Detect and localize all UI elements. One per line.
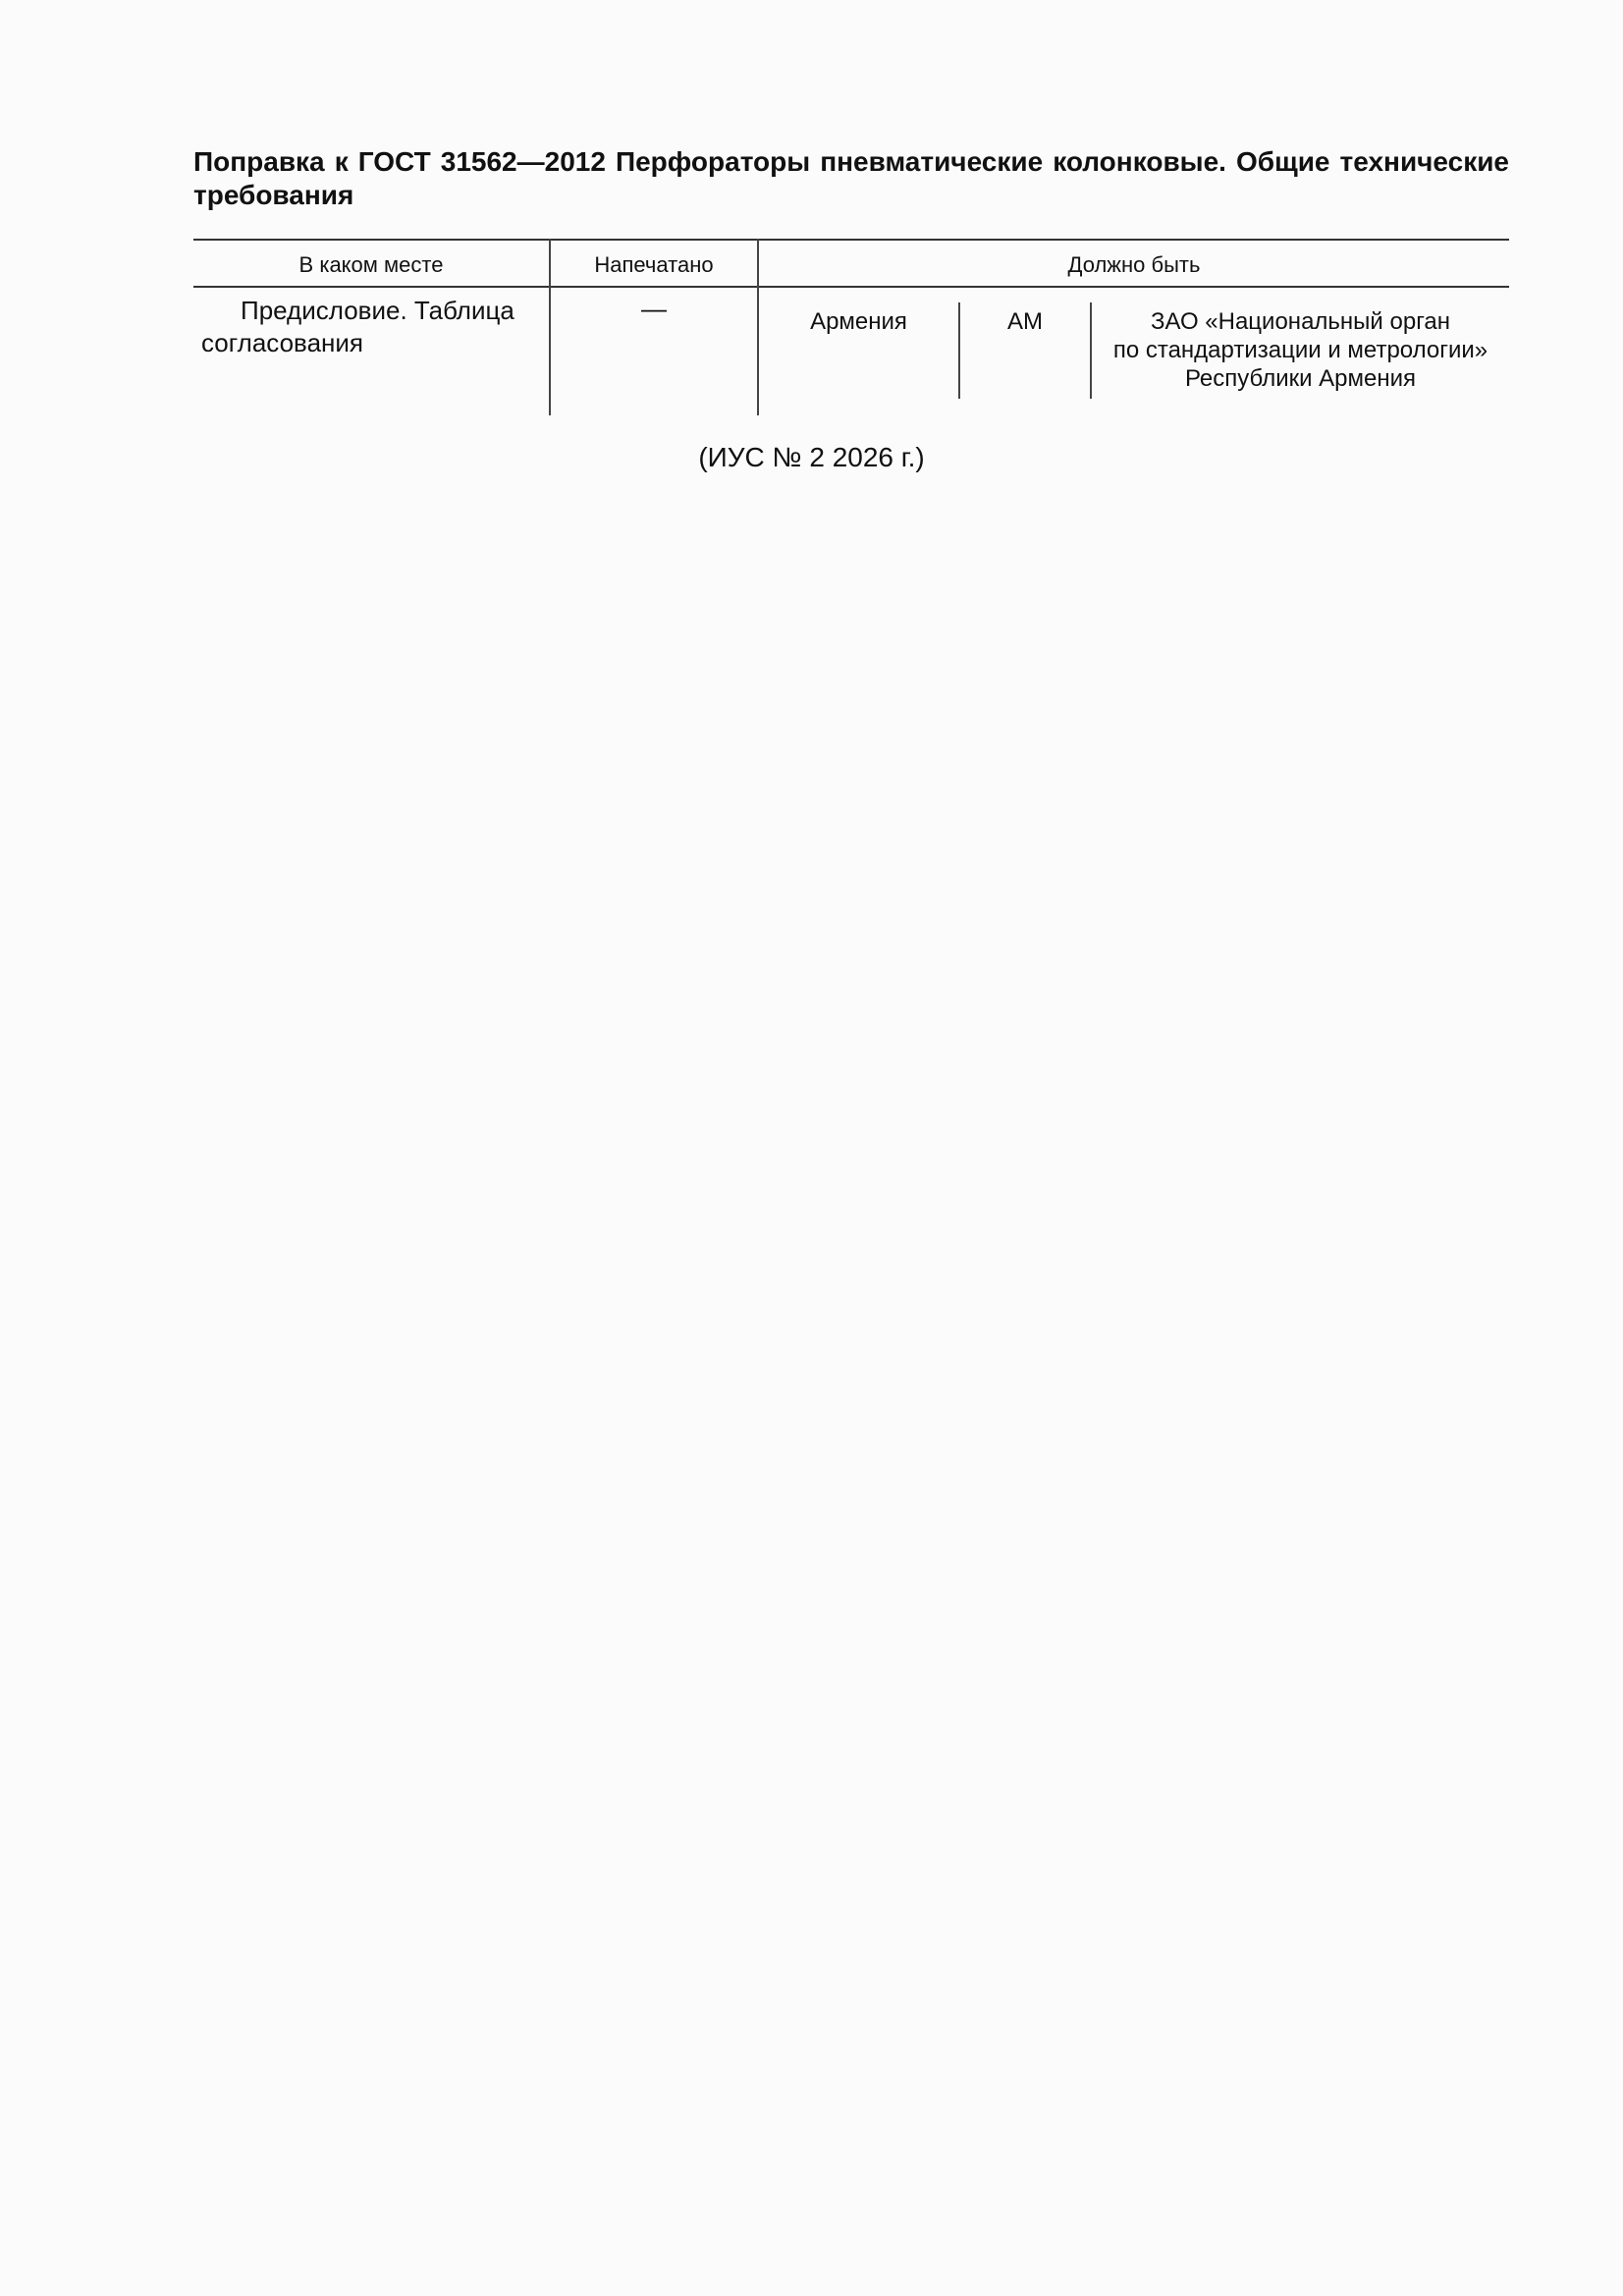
cell-printed: — [641,294,667,323]
cell-country-code: AM [1007,308,1043,335]
cell-country: Армения [810,308,907,335]
cell-organization-line1: ЗАО «Национальный орган [1150,308,1451,335]
header-should-be: Должно быть [1067,252,1201,277]
cell-where-line1: Предисловие. Таблица [241,296,514,325]
cell-where-line2: согласования [201,328,363,357]
cell-organization-line3: Республики Армения [1184,365,1417,392]
table-top-rule [193,239,1509,241]
amendment-table [193,239,1509,415]
issue-reference: (ИУС № 2 2026 г.) [698,442,925,472]
header-printed: Напечатано [594,252,714,277]
table-header-rule [193,286,1509,288]
cell-organization-line2: по стандартизации и метрологии» [1112,337,1488,363]
document-title: Поправка к ГОСТ 31562—2012 Перфораторы пневматические колонковые. Общие технические требования [193,146,1509,210]
header-where: В каком месте [298,252,444,277]
